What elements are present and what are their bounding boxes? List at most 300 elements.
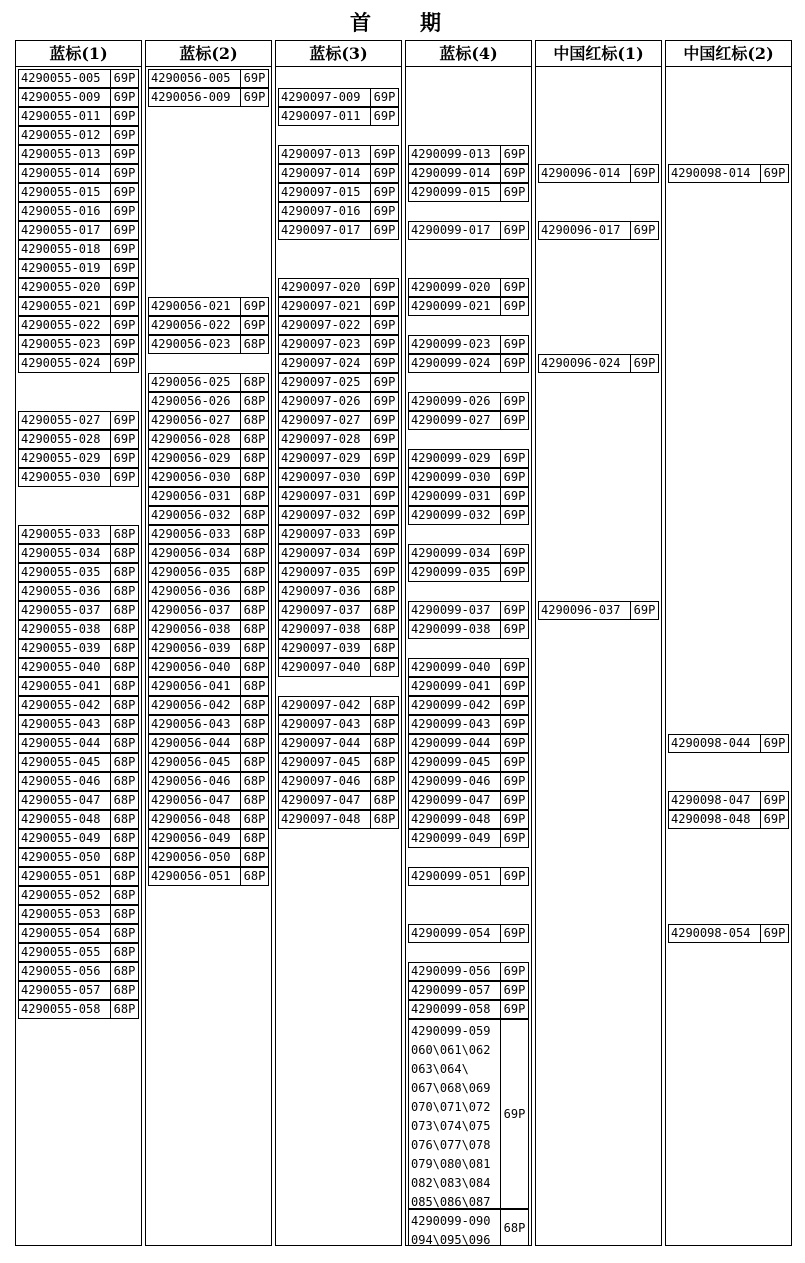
part-row <box>278 544 399 563</box>
part-code: 4290097-028 <box>281 432 361 446</box>
pin-count: 68P <box>370 697 398 714</box>
part-code: 4290097-014 <box>281 166 361 180</box>
part-code: 4290099-037 <box>411 603 491 617</box>
part-row <box>18 69 139 88</box>
pin-count: 69P <box>500 925 528 942</box>
part-code: 4290099-029 <box>411 451 491 465</box>
pin-count: 69P <box>500 393 528 410</box>
part-row <box>408 981 529 1000</box>
part-row <box>278 582 399 601</box>
part-code: 4290099-017 <box>411 223 491 237</box>
part-row <box>408 487 529 506</box>
part-row <box>148 335 269 354</box>
pin-count: 69P <box>110 222 138 239</box>
part-code: 4290055-022 <box>21 318 101 332</box>
part-row <box>18 601 139 620</box>
pin-count: 69P <box>370 431 398 448</box>
part-row <box>18 544 139 563</box>
part-code: 4290055-044 <box>21 736 101 750</box>
part-code: 4290056-043 <box>151 717 231 731</box>
part-row <box>18 563 139 582</box>
part-row <box>18 278 139 297</box>
part-row <box>408 620 529 639</box>
pin-count: 69P <box>500 868 528 885</box>
part-row <box>148 316 269 335</box>
part-row <box>668 924 789 943</box>
part-code-line: 070\071\072 <box>411 1100 491 1114</box>
pin-count: 68P <box>110 545 138 562</box>
part-row <box>18 297 139 316</box>
part-row <box>408 696 529 715</box>
part-row <box>148 677 269 696</box>
part-row <box>278 696 399 715</box>
pin-count: 69P <box>110 469 138 486</box>
part-code: 4290056-042 <box>151 698 231 712</box>
pin-count: 69P <box>370 526 398 543</box>
part-row <box>148 696 269 715</box>
part-row <box>278 791 399 810</box>
part-code: 4290099-041 <box>411 679 491 693</box>
part-code: 4290056-047 <box>151 793 231 807</box>
part-row <box>538 601 659 620</box>
part-code: 4290055-036 <box>21 584 101 598</box>
part-code: 4290098-048 <box>671 812 751 826</box>
part-code: 4290098-047 <box>671 793 751 807</box>
pin-count: 68P <box>240 545 268 562</box>
part-row <box>408 468 529 487</box>
part-row <box>408 810 529 829</box>
part-code: 4290056-045 <box>151 755 231 769</box>
part-row <box>278 335 399 354</box>
pin-count: 68P <box>110 583 138 600</box>
part-code: 4290099-020 <box>411 280 491 294</box>
part-row <box>18 981 139 1000</box>
part-row <box>278 734 399 753</box>
part-code: 4290056-041 <box>151 679 231 693</box>
pin-count: 69P <box>500 830 528 847</box>
pin-count: 69P <box>110 336 138 353</box>
pin-count: 68P <box>370 754 398 771</box>
part-code: 4290056-050 <box>151 850 231 864</box>
part-row <box>148 639 269 658</box>
part-code: 4290056-030 <box>151 470 231 484</box>
part-row <box>278 221 399 240</box>
part-row <box>18 848 139 867</box>
part-code: 4290098-014 <box>671 166 751 180</box>
pin-count: 69P <box>370 279 398 296</box>
part-code: 4290099-042 <box>411 698 491 712</box>
part-code: 4290099-054 <box>411 926 491 940</box>
pin-count: 69P <box>500 488 528 505</box>
part-row <box>278 107 399 126</box>
pin-count: 69P <box>110 165 138 182</box>
pin-count: 68P <box>240 640 268 657</box>
part-row <box>408 145 529 164</box>
part-row <box>18 354 139 373</box>
part-row <box>18 639 139 658</box>
pin-count: 69P <box>500 735 528 752</box>
part-code: 4290056-051 <box>151 869 231 883</box>
pin-count: 69P <box>110 203 138 220</box>
part-row <box>18 1000 139 1019</box>
part-row <box>668 734 789 753</box>
part-range-block <box>408 1019 529 1209</box>
part-code: 4290097-025 <box>281 375 361 389</box>
pin-count: 68P <box>240 697 268 714</box>
pin-count: 69P <box>240 317 268 334</box>
part-code: 4290056-028 <box>151 432 231 446</box>
pin-count: 69P <box>500 184 528 201</box>
part-row <box>148 430 269 449</box>
part-row <box>18 335 139 354</box>
pin-count: 68P <box>240 754 268 771</box>
part-code: 4290099-044 <box>411 736 491 750</box>
part-row <box>18 525 139 544</box>
pin-count: 69P <box>110 317 138 334</box>
part-row <box>148 791 269 810</box>
pin-count: 68P <box>240 393 268 410</box>
part-row <box>408 354 529 373</box>
part-code: 4290097-017 <box>281 223 361 237</box>
pin-count: 69P <box>110 431 138 448</box>
pin-count: 68P <box>370 640 398 657</box>
part-code: 4290096-037 <box>541 603 621 617</box>
part-code: 4290056-036 <box>151 584 231 598</box>
part-code: 4290097-036 <box>281 584 361 598</box>
part-code: 4290055-020 <box>21 280 101 294</box>
pin-count: 69P <box>500 1020 528 1208</box>
part-row <box>18 943 139 962</box>
part-code: 4290099-035 <box>411 565 491 579</box>
part-code: 4290097-016 <box>281 204 361 218</box>
pin-count: 68P <box>240 412 268 429</box>
part-row <box>278 411 399 430</box>
part-code: 4290097-048 <box>281 812 361 826</box>
part-code: 4290056-021 <box>151 299 231 313</box>
part-row <box>278 715 399 734</box>
part-row <box>18 924 139 943</box>
part-code-line: 085\086\087 <box>411 1195 491 1209</box>
pin-count: 69P <box>760 811 788 828</box>
part-code: 4290098-054 <box>671 926 751 940</box>
part-row <box>148 829 269 848</box>
part-code: 4290099-014 <box>411 166 491 180</box>
part-row <box>18 829 139 848</box>
pin-count: 69P <box>110 260 138 277</box>
pin-count: 69P <box>500 507 528 524</box>
part-row <box>278 753 399 772</box>
part-code: 4290055-009 <box>21 90 101 104</box>
part-row <box>408 411 529 430</box>
pin-count: 69P <box>370 393 398 410</box>
part-code: 4290099-015 <box>411 185 491 199</box>
pin-count: 68P <box>110 830 138 847</box>
part-code: 4290055-018 <box>21 242 101 256</box>
pin-count: 69P <box>370 336 398 353</box>
part-code: 4290055-040 <box>21 660 101 674</box>
part-row <box>408 335 529 354</box>
part-code: 4290099-024 <box>411 356 491 370</box>
pin-count: 68P <box>110 811 138 828</box>
pin-count: 68P <box>240 678 268 695</box>
part-row <box>18 126 139 145</box>
pin-count: 69P <box>760 165 788 182</box>
pin-count: 69P <box>760 735 788 752</box>
pin-count: 69P <box>370 488 398 505</box>
part-row <box>148 601 269 620</box>
part-row <box>18 183 139 202</box>
part-row <box>18 582 139 601</box>
part-code: 4290099-043 <box>411 717 491 731</box>
part-code: 4290097-024 <box>281 356 361 370</box>
part-code: 4290056-031 <box>151 489 231 503</box>
part-row <box>408 544 529 563</box>
part-code: 4290055-005 <box>21 71 101 85</box>
part-row <box>18 202 139 221</box>
part-row <box>408 715 529 734</box>
part-code: 4290097-045 <box>281 755 361 769</box>
part-code: 4290056-033 <box>151 527 231 541</box>
part-row <box>148 373 269 392</box>
part-code: 4290055-041 <box>21 679 101 693</box>
pin-count: 69P <box>500 222 528 239</box>
pin-count: 68P <box>240 564 268 581</box>
pin-count: 68P <box>110 754 138 771</box>
part-code: 4290097-011 <box>281 109 361 123</box>
part-code-line: 4290099-059 <box>411 1024 491 1038</box>
part-code: 4290097-026 <box>281 394 361 408</box>
part-code: 4290055-048 <box>21 812 101 826</box>
pin-count: 68P <box>240 868 268 885</box>
part-code-list <box>409 1020 500 1208</box>
part-code: 4290097-009 <box>281 90 361 104</box>
part-row <box>408 563 529 582</box>
part-code: 4290097-022 <box>281 318 361 332</box>
part-row <box>148 658 269 677</box>
part-row <box>668 164 789 183</box>
part-row <box>278 278 399 297</box>
pin-count: 69P <box>370 450 398 467</box>
part-code: 4290097-030 <box>281 470 361 484</box>
part-code: 4290055-030 <box>21 470 101 484</box>
part-code: 4290099-048 <box>411 812 491 826</box>
part-row <box>408 278 529 297</box>
part-row <box>278 392 399 411</box>
part-row <box>668 810 789 829</box>
part-code: 4290056-027 <box>151 413 231 427</box>
pin-count: 69P <box>500 792 528 809</box>
part-code: 4290055-016 <box>21 204 101 218</box>
part-row <box>278 487 399 506</box>
part-code: 4290099-047 <box>411 793 491 807</box>
part-code: 4290055-034 <box>21 546 101 560</box>
pin-count: 68P <box>370 583 398 600</box>
part-code-line: 4290099-090 <box>411 1214 491 1228</box>
pin-count: 69P <box>500 982 528 999</box>
part-code: 4290097-040 <box>281 660 361 674</box>
part-row <box>408 183 529 202</box>
part-code: 4290099-013 <box>411 147 491 161</box>
part-code: 4290055-035 <box>21 565 101 579</box>
column-header: 蓝标(1) <box>16 41 141 67</box>
part-row <box>18 734 139 753</box>
pin-count: 69P <box>630 602 658 619</box>
part-code: 4290055-038 <box>21 622 101 636</box>
pin-count: 69P <box>370 469 398 486</box>
pin-count: 69P <box>110 412 138 429</box>
part-row <box>18 905 139 924</box>
part-code: 4290099-034 <box>411 546 491 560</box>
part-row <box>408 1000 529 1019</box>
part-row <box>148 753 269 772</box>
part-row <box>18 449 139 468</box>
part-code: 4290097-023 <box>281 337 361 351</box>
part-code-list <box>409 1210 500 1246</box>
pin-count: 68P <box>240 830 268 847</box>
pin-count: 68P <box>110 944 138 961</box>
part-row <box>18 867 139 886</box>
pin-count: 68P <box>110 773 138 790</box>
part-row <box>18 316 139 335</box>
pin-count: 68P <box>240 659 268 676</box>
part-code: 4290099-049 <box>411 831 491 845</box>
part-code: 4290055-017 <box>21 223 101 237</box>
part-row <box>408 221 529 240</box>
pin-count: 69P <box>370 146 398 163</box>
pin-count: 68P <box>110 849 138 866</box>
pin-count: 69P <box>110 450 138 467</box>
column-header: 中国红标(1) <box>536 41 661 67</box>
pin-count: 69P <box>500 545 528 562</box>
part-row <box>278 373 399 392</box>
part-row <box>278 468 399 487</box>
pin-count: 68P <box>110 621 138 638</box>
part-code: 4290056-044 <box>151 736 231 750</box>
part-code: 4290099-027 <box>411 413 491 427</box>
pin-count: 68P <box>370 602 398 619</box>
part-row <box>18 772 139 791</box>
pin-count: 69P <box>630 355 658 372</box>
part-code: 4290097-035 <box>281 565 361 579</box>
part-row <box>148 734 269 753</box>
pin-count: 69P <box>500 773 528 790</box>
part-code: 4290099-026 <box>411 394 491 408</box>
part-row <box>18 696 139 715</box>
pin-count: 69P <box>370 108 398 125</box>
part-row <box>538 221 659 240</box>
part-code: 4290097-029 <box>281 451 361 465</box>
part-code: 4290056-022 <box>151 318 231 332</box>
part-row <box>278 449 399 468</box>
pin-count: 68P <box>110 887 138 904</box>
part-code: 4290055-057 <box>21 983 101 997</box>
pin-count: 69P <box>500 412 528 429</box>
part-row <box>18 658 139 677</box>
part-row <box>408 867 529 886</box>
part-code: 4290097-033 <box>281 527 361 541</box>
part-row <box>408 601 529 620</box>
pin-count: 68P <box>110 716 138 733</box>
pin-count: 69P <box>110 146 138 163</box>
pin-count: 69P <box>630 165 658 182</box>
column-3 <box>275 40 402 1246</box>
part-code: 4290097-038 <box>281 622 361 636</box>
part-code-line: 063\064\ <box>411 1062 469 1076</box>
part-code: 4290097-020 <box>281 280 361 294</box>
part-code: 4290099-051 <box>411 869 491 883</box>
part-row <box>278 525 399 544</box>
part-row <box>18 259 139 278</box>
part-code: 4290055-045 <box>21 755 101 769</box>
pin-count: 69P <box>110 127 138 144</box>
part-code: 4290056-026 <box>151 394 231 408</box>
part-code: 4290056-009 <box>151 90 231 104</box>
pin-count: 69P <box>110 355 138 372</box>
part-range-block <box>408 1209 529 1246</box>
pin-count: 68P <box>240 716 268 733</box>
pin-count: 68P <box>500 1210 528 1246</box>
part-row <box>148 867 269 886</box>
pin-count: 68P <box>240 792 268 809</box>
part-row <box>408 791 529 810</box>
part-code: 4290055-054 <box>21 926 101 940</box>
part-code: 4290055-021 <box>21 299 101 313</box>
pin-count: 69P <box>370 165 398 182</box>
part-code: 4290055-051 <box>21 869 101 883</box>
pin-count: 68P <box>110 659 138 676</box>
part-code: 4290055-043 <box>21 717 101 731</box>
pin-count: 69P <box>500 811 528 828</box>
pin-count: 69P <box>370 203 398 220</box>
pin-count: 69P <box>630 222 658 239</box>
part-code: 4290055-015 <box>21 185 101 199</box>
part-row <box>148 810 269 829</box>
part-code: 4290099-032 <box>411 508 491 522</box>
pin-count: 68P <box>370 735 398 752</box>
part-code: 4290097-039 <box>281 641 361 655</box>
pin-count: 68P <box>240 450 268 467</box>
pin-count: 69P <box>110 184 138 201</box>
part-code: 4290056-048 <box>151 812 231 826</box>
part-row <box>148 772 269 791</box>
part-row <box>278 601 399 620</box>
part-row <box>408 924 529 943</box>
part-code: 4290099-058 <box>411 1002 491 1016</box>
part-code-line: 073\074\075 <box>411 1119 491 1133</box>
part-row <box>148 297 269 316</box>
column-1 <box>15 40 142 1246</box>
pin-count: 68P <box>110 640 138 657</box>
pin-count: 69P <box>370 564 398 581</box>
part-code: 4290055-052 <box>21 888 101 902</box>
part-row <box>278 297 399 316</box>
column-header: 中国红标(2) <box>666 41 791 67</box>
part-row <box>148 848 269 867</box>
pin-count: 68P <box>370 811 398 828</box>
pin-count: 68P <box>110 868 138 885</box>
part-code: 4290055-029 <box>21 451 101 465</box>
part-code: 4290097-031 <box>281 489 361 503</box>
pin-count: 69P <box>110 89 138 106</box>
pin-count: 68P <box>110 678 138 695</box>
part-code: 4290097-046 <box>281 774 361 788</box>
pin-count: 69P <box>500 678 528 695</box>
pin-count: 69P <box>110 241 138 258</box>
part-row <box>278 658 399 677</box>
part-row <box>148 487 269 506</box>
part-code: 4290056-039 <box>151 641 231 655</box>
pin-count: 68P <box>240 374 268 391</box>
